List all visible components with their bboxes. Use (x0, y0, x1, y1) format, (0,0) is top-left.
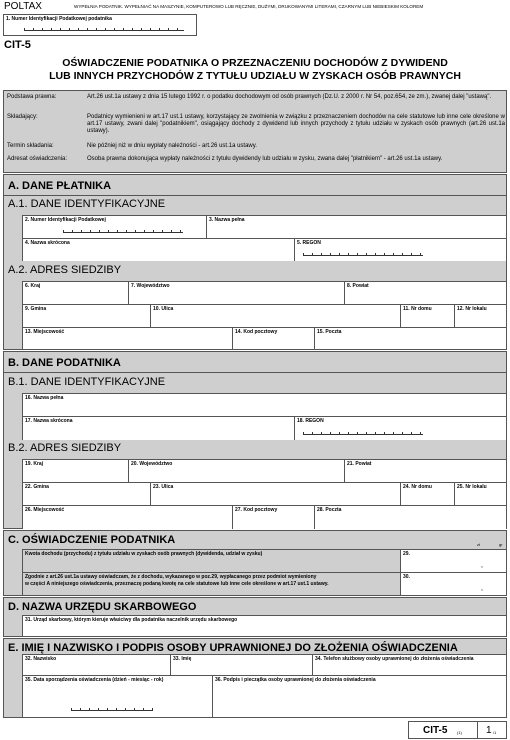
taxpayer-flat-no-field[interactable] (454, 482, 506, 505)
payer-voivodeship-field[interactable] (128, 281, 344, 304)
form-title-1: OŚWIADCZENIE PODATNIKA O PRZEZNACZENIU DOCHODÓW Z DYWIDEND (62, 57, 448, 69)
payer-regon-field[interactable] (294, 238, 506, 261)
gr-unit-label: gr (499, 542, 503, 547)
payer-postcode-label: 14. Kod pocztowy (235, 329, 278, 335)
payer-flat-no-label: 12. Nr lokalu (457, 306, 487, 312)
payer-city-label: 13. Miejscowość (25, 329, 65, 335)
first-name-field[interactable] (170, 654, 312, 675)
payer-commune-field[interactable] (22, 304, 150, 327)
payer-full-name-label: 3. Nazwa pełna (209, 217, 245, 223)
income-amount-text: Kwota dochodu (przychodu) z tytułu udziału w zyskach osób prawnych (dywidenda, udział w zysku) (25, 551, 263, 557)
taxpayer-county-label: 21. Powiat (347, 461, 372, 467)
section-d (3, 597, 507, 637)
date-ticks (71, 708, 153, 711)
taxpayer-city-label: 26. Miejscowość (25, 507, 65, 513)
payer-street-label: 10. Ulica (153, 306, 174, 312)
section-b (3, 351, 507, 529)
payer-post-office-field[interactable] (314, 327, 506, 349)
taxpayer-post-office-label: 28. Poczta (317, 507, 342, 513)
declaration-text-1: Zgodnie z art.26 ust.1a ustawy oświadczam, że z dochodu, wykazanego w poz.29, wypłacanego przez podmiot wymieniony (25, 574, 317, 580)
payer-regon-ticks (303, 253, 423, 256)
taxpayer-post-office-field[interactable] (314, 505, 506, 529)
submitter-label: Składający: (7, 114, 38, 120)
payer-house-no-field[interactable] (400, 304, 454, 327)
taxpayer-flat-no-label: 25. Nr lokalu (457, 484, 487, 490)
poltax-logo: POLTAX (4, 1, 42, 12)
phone-label: 34. Telefon służbowy osoby uprawnionej do złożenia oświadczenia (315, 656, 474, 662)
payer-post-office-label: 15. Poczta (317, 329, 342, 335)
income-amount-field[interactable]: 29. , (400, 549, 506, 572)
taxpayer-full-name-label: 16. Nazwa pełna (25, 395, 64, 401)
nip-ticks (24, 28, 184, 31)
taxpayer-commune-field[interactable] (22, 482, 150, 505)
zl-unit-label: zł (477, 542, 480, 547)
signature-label: 36. Podpis i pieczątka osoby uprawnionej do złożenia oświadczenia (215, 677, 376, 683)
payer-nip-ticks (63, 230, 183, 233)
section-e (3, 638, 507, 718)
taxpayer-postcode-field[interactable] (232, 505, 314, 529)
section-a-title: A. DANE PŁATNIKA (8, 180, 112, 192)
payer-commune-label: 9. Gmina (25, 306, 47, 312)
form-code: CIT-5 (4, 39, 31, 51)
fill-instruction: WYPEŁNIA PODATNIK. WYPEŁNIAĆ NA MASZYNIE, KOMPUTEROWO LUB RĘCZNIE, DUŻYMI, DRUKOWANYMI LITERAMI, CZARNYM LUB NIEBIESKIM KOLOREM (74, 4, 424, 9)
payer-city-field[interactable] (22, 327, 232, 349)
taxpayer-country-field[interactable] (22, 459, 128, 482)
payer-short-name-field[interactable] (22, 238, 294, 261)
surname-label: 32. Nazwisko (25, 656, 57, 662)
phone-field[interactable] (312, 654, 506, 675)
taxpayer-county-field[interactable] (344, 459, 506, 482)
section-a2-title: A.2. ADRES SIEDZIBY (8, 264, 122, 276)
taxpayer-regon-ticks (303, 432, 423, 435)
declaration-text-2: w części A niniejszego oświadczenia, przeznaczę podaną kwotę na cele statutowe lub inne cele określone w art.17 ust.1 ustawy. (25, 581, 329, 587)
payer-full-name-field[interactable] (206, 215, 506, 238)
taxpayer-house-no-field[interactable] (400, 482, 454, 505)
footer-page-of: /1 (493, 730, 497, 735)
taxpayer-regon-label: 18. REGON (297, 418, 324, 424)
payer-nip-field[interactable] (22, 215, 206, 238)
section-b2-title: B.2. ADRES SIEDZIBY (8, 442, 122, 454)
payer-country-label: 6. Kraj (25, 283, 41, 289)
legal-basis-label: Podstawa prawna: (7, 94, 57, 100)
section-b-title: B. DANE PODATNIKA (8, 357, 121, 369)
footer-form-code-box (408, 721, 478, 739)
deadline-text: Nie później niż w dniu wypłaty należności - art.26 ust.1a ustawy. (87, 143, 257, 149)
addressee-text: Osoba prawna dokonująca wypłaty należności z tytułu dywidendy lub udziału w zysku, zwana dalej "płatnikiem" - art.26 ust.1a ustawy. (87, 156, 443, 162)
nip-field-box[interactable] (3, 14, 197, 36)
payer-regon-label: 5. REGON (297, 240, 321, 246)
taxpayer-house-no-label: 24. Nr domu (403, 484, 432, 490)
taxpayer-city-field[interactable] (22, 505, 232, 529)
taxpayer-postcode-label: 27. Kod pocztowy (235, 507, 278, 513)
tax-office-field[interactable] (22, 615, 506, 636)
taxpayer-full-name-field[interactable] (22, 393, 506, 416)
taxpayer-short-name-label: 17. Nazwa skrócona (25, 418, 73, 424)
payer-flat-no-field[interactable] (454, 304, 506, 327)
footer-version: (1) (457, 730, 462, 735)
payer-street-field[interactable] (150, 304, 400, 327)
section-b1-title: B.1. DANE IDENTYFIKACYJNE (8, 376, 166, 388)
payer-country-field[interactable] (22, 281, 128, 304)
payer-postcode-field[interactable] (232, 327, 314, 349)
section-a (3, 174, 507, 350)
section-d-title: D. NAZWA URZĘDU SKARBOWEGO (8, 601, 197, 613)
date-field[interactable] (22, 675, 212, 717)
section-c-title: C. OŚWIADCZENIE PODATNIKA (8, 534, 176, 546)
deadline-label: Termin składania: (7, 143, 54, 149)
field-30-label: 30. (403, 574, 410, 580)
tax-office-label: 31. Urząd skarbowy, którym kieruje właściwy dla podatnika naczelnik urzędu skarbowego (25, 617, 238, 623)
addressee-label: Adresat oświadczenia: (7, 156, 68, 162)
submitter-text: Podatnicy wymienieni w art.17 ust.1 ustawy, korzystający ze zwolnienia w związku z przeznaczeniem dochodów na cele statutowe lub inne cele określone w art.17 ustawy, zwani dalej "podatnikiem", osiągający dochody z dywidend lub innych przychody z tytułu udziału w zyskach osób prawnych (art.26 ust.1a ustawy). (87, 114, 505, 134)
info-box (3, 90, 507, 173)
income-amount-label (22, 549, 400, 572)
surname-field[interactable] (22, 654, 170, 675)
taxpayer-country-label: 19. Kraj (25, 461, 44, 467)
nip-label: 1. Numer Identyfikacji Podatkowej podatnika (6, 16, 112, 22)
taxpayer-commune-label: 22. Gmina (25, 484, 49, 490)
taxpayer-voivodeship-field[interactable] (128, 459, 344, 482)
section-a1-title: A.1. DANE IDENTYFIKACYJNE (8, 198, 166, 210)
taxpayer-regon-field[interactable] (294, 416, 506, 440)
declared-amount-field[interactable]: 30. , (400, 572, 506, 595)
legal-basis-text: Art.26 ust.1a ustawy z dnia 15 lutego 1992 r. o podatku dochodowym od osób prawnych (Dz.U. z 2000 r. Nr 54, poz.654, ze zm.), zwanej dalej "ustawą". (87, 94, 492, 100)
taxpayer-street-field[interactable] (150, 482, 400, 505)
payer-voivodeship-label: 7. Województwo (131, 283, 170, 289)
section-c (3, 530, 507, 596)
field-29-label: 29. (403, 551, 410, 557)
footer-page-box (478, 721, 507, 739)
section-e-title: E. IMIĘ I NAZWISKO I PODPIS OSOBY UPRAWNIONEJ DO ZŁOŻENIA OŚWIADCZENIA (8, 642, 458, 654)
first-name-label: 33. Imię (173, 656, 192, 662)
footer-page: 1 (486, 725, 492, 736)
payer-county-label: 8. Powiat (347, 283, 369, 289)
taxpayer-voivodeship-label: 20. Województwo (131, 461, 173, 467)
signature-field[interactable] (212, 675, 506, 717)
declaration-label (22, 572, 400, 595)
payer-nip-label: 2. Numer Identyfikacji Podatkowej (25, 217, 106, 223)
footer-form-code: CIT-5 (423, 725, 448, 736)
payer-house-no-label: 11. Nr domu (403, 306, 432, 312)
taxpayer-street-label: 23. Ulica (153, 484, 174, 490)
taxpayer-short-name-field[interactable] (22, 416, 294, 440)
form-title-2: LUB INNYCH PRZYCHODÓW Z TYTUŁU UDZIAŁU W ZYSKACH OSÓB PRAWNYCH (49, 70, 461, 82)
payer-county-field[interactable] (344, 281, 506, 304)
date-label: 35. Data sporządzenia oświadczenia (dzień - miesiąc - rok) (25, 677, 164, 683)
payer-short-name-label: 4. Nazwa skrócona (25, 240, 70, 246)
